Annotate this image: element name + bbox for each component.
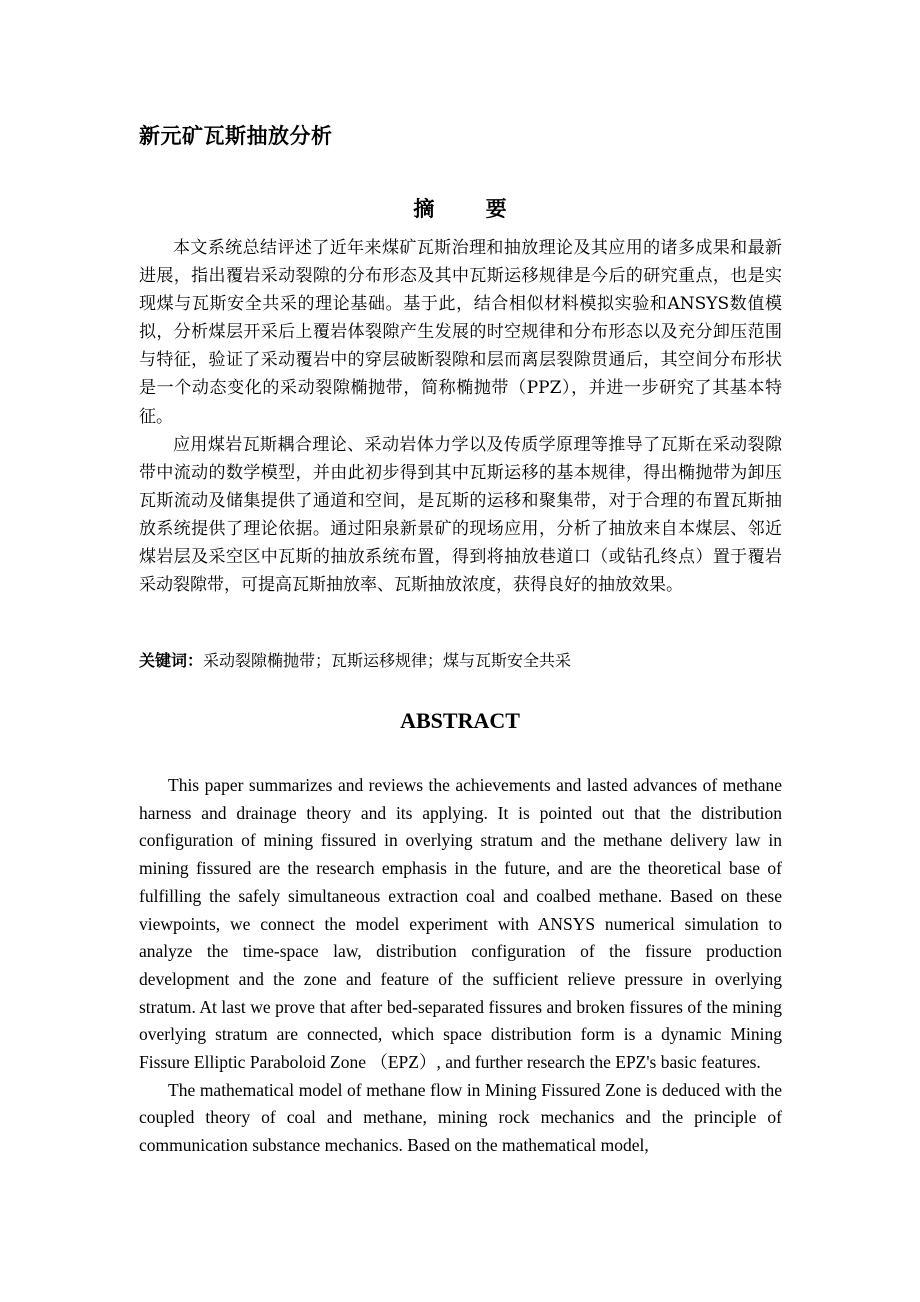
- abstract-paragraph-zh: 应用煤岩瓦斯耦合理论、采动岩体力学以及传质学原理等推导了瓦斯在采动裂隙带中流动的数学模型，并由此初步得到其中瓦斯运移的基本规律，得出椭抛带为卸压瓦斯流动及储集提供了通道和空间，是瓦斯的运移和聚集带，对于合理的布置瓦斯抽放系统提供了理论依据。通过阳泉新景矿的现场应用，分析了抽放来自本煤层、邻近煤岩层及采空区中瓦斯的抽放系统布置，得到将抽放巷道口（或钻孔终点）置于覆岩采动裂隙带，可提高瓦斯抽放率、瓦斯抽放浓度，获得良好的抽放效果。: [139, 434, 782, 596]
- abstract-heading-en: ABSTRACT: [400, 708, 520, 733]
- abstract-heading-zh: 摘 要: [413, 196, 529, 221]
- abstract-body-zh: [139, 234, 782, 599]
- document-title: 新元矿瓦斯抽放分析: [139, 123, 333, 148]
- keywords-label: 关键词：: [139, 651, 204, 670]
- abstract-body-en: [139, 772, 782, 1160]
- abstract-paragraph-en: This paper summarizes and reviews the achievements and lasted advances of methane harness and drainage theory and its applying. It is pointed out that the distribution configuration of mining fissured in overlying stratum and the methane delivery law in mining fissured are the research emphasis in the future, and are the theoretical base of fulfilling the safely simultaneous extraction coal and coalbed methane. Based on these viewpoints, we connect the model experiment with ANSYS numerical simulation to analyze the time-space law, distribution configuration of the fissure production development and the zone and feature of the sufficient relieve pressure in overlying stratum. At last we prove that after bed-separated fissures and broken fissures of the mining overlying stratum are connected, which space distribution form is a dynamic Mining Fissure Elliptic Paraboloid Zone （EPZ）, and further research the EPZ's basic features.: [139, 775, 782, 1073]
- abstract-paragraph-zh: 本文系统总结评述了近年来煤矿瓦斯治理和抽放理论及其应用的诸多成果和最新进展，指出覆岩采动裂隙的分布形态及其中瓦斯运移规律是今后的研究重点，也是实现煤与瓦斯安全共采的理论基础。基于此，结合相似材料模拟实验和ANSYS数值模拟，分析煤层开采后上覆岩体裂隙产生发展的时空规律和分布形态以及充分卸压范围与特征，验证了采动覆岩中的穿层破断裂隙和层而离层裂隙贯通后，其空间分布形状是一个动态变化的采动裂隙椭抛带，简称椭抛带（PPZ），并进一步研究了其基本特征。: [139, 238, 782, 427]
- keywords-text: 采动裂隙椭抛带；瓦斯运移规律；煤与瓦斯安全共采: [203, 651, 572, 670]
- abstract-paragraph-en: The mathematical model of methane flow in Mining Fissured Zone is deduced with the coupled theory of coal and methane, mining rock mechanics and the principle of communication substance mechanics. Based on the mathematical model,: [139, 1079, 782, 1156]
- keywords-line: [139, 648, 571, 671]
